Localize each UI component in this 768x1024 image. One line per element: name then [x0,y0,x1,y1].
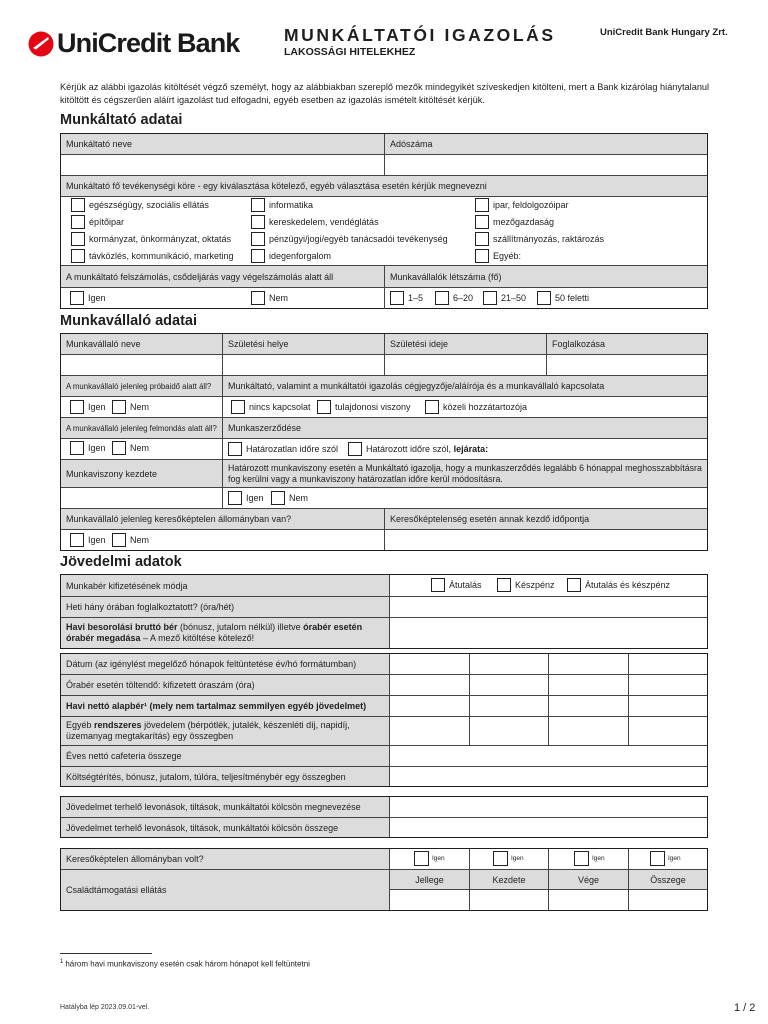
activity-health[interactable]: egészségügy, szociális ellátás [71,198,209,212]
probation-header-row [61,376,707,397]
footnote-divider [60,953,152,954]
extension-no[interactable]: Nem [271,491,308,505]
notice-options-row [61,439,707,460]
payment-transfer-and-cash[interactable]: Átutalás és készpénz [567,578,670,592]
relation-owner[interactable]: tulajdonosi viszony [317,400,411,414]
employee-header-row [61,334,707,355]
headcount-50-plus[interactable]: 50 feletti [537,291,589,305]
net-base-month-1[interactable] [390,696,470,716]
birthplace-field[interactable] [223,355,385,375]
other-income-label: Egyéb rendszeres jövedelem (bérpótlék, jutalék, készenléti díj, napidíj, üzemanyag megtakarítás) egy összegben [61,717,390,745]
employer-input-row [61,155,707,176]
fixed-term-note: Határozott munkaviszony esetén a Munkáltató igazolja, hogy a munkaszerződés legalább 6 hónappal meghosszabbításra fog kerülni vagy a munkaviszony határozatlan időre kerül módosításra. [223,460,707,487]
probation-options [61,397,223,417]
employee-section-title: Munkavállaló adatai [60,313,197,329]
employer-header-row [61,134,707,155]
employer-table [60,133,708,309]
family-support-table [60,848,708,911]
deduction-table [60,796,708,838]
jobseeker-start-field[interactable] [385,530,707,550]
relation-none[interactable]: nincs kapcsolat [231,400,311,414]
cafeteria-field[interactable] [390,746,707,766]
hours-field[interactable] [390,597,707,617]
net-base-month-3[interactable] [549,696,629,716]
other-income-month-2[interactable] [470,717,549,745]
activity-it[interactable]: informatika [251,198,313,212]
effective-date: Hatályba lép 2023.09.01-vel. [60,1004,150,1011]
liquidation-options [61,288,385,309]
birthplace-label: Születési helye [223,334,385,354]
family-support-columns [390,870,707,910]
activity-label: Munkáltató fő tevékenységi köre - egy kiválasztása kötelező, egyéb választása esetén kérjük megnevezni [66,181,487,191]
occupation-field[interactable] [547,355,707,375]
employer-tax-label: Adószáma [390,139,433,149]
payment-transfer[interactable]: Átutalás [431,578,482,592]
paid-hours-month-4[interactable] [629,675,707,695]
income-section-title: Jövedelmi adatok [60,554,182,570]
employer-name-field[interactable] [61,155,385,175]
start-date-field[interactable] [61,488,223,508]
activity-industry[interactable]: ipar, feldolgozóipar [475,198,569,212]
liquidation-yes[interactable]: Igen [70,291,106,305]
activity-finance[interactable]: pénzügyi/jogi/egyéb tanácsadói tevékenység [251,232,448,246]
jobseeker-options-row [61,530,707,550]
family-start-header: Kezdete [470,870,549,889]
bonus-label: Költségtérítés, bónusz, jutalom, túlóra, teljesítménybér egy összegben [61,767,390,786]
activity-logistics[interactable]: szállítmányozás, raktározás [475,232,604,246]
notice-no[interactable]: Nem [112,441,149,455]
family-end-header: Vége [549,870,629,889]
paid-hours-month-3[interactable] [549,675,629,695]
deduction-name-field[interactable] [390,797,707,817]
probation-yes[interactable]: Igen [70,400,106,414]
headcount-label: Munkavállalók létszáma (fő) [390,271,502,282]
extension-options [223,488,707,508]
sick-leave-yes-4[interactable]: Igen [650,851,681,866]
activity-telecom[interactable]: távközlés, kommunikáció, marketing [71,249,234,263]
employer-section-title: Munkáltató adatai [60,112,183,128]
probation-no[interactable]: Nem [112,400,149,414]
sick-leave-yes-1[interactable]: Igen [414,851,445,866]
monthly-row-other [61,717,707,746]
monthly-row-bonus [61,767,707,786]
jobseeker-label: Munkavállaló jelenleg keresőképtelen állományban van? [61,509,385,529]
date-month-2[interactable] [470,654,549,674]
birthdate-label: Születési ideje [385,334,547,354]
date-month-1[interactable] [390,654,470,674]
cafeteria-label: Éves nettó cafeteria összege [61,746,390,766]
sick-leave-label: Keresőképtelen állományban volt? [61,849,390,869]
notice-header-row [61,418,707,439]
date-label: Dátum (az igénylést megelőző hónapok feltüntetése év/hó formátumban) [61,654,390,674]
probation-options-row [61,397,707,418]
other-income-month-1[interactable] [390,717,470,745]
date-month-3[interactable] [549,654,629,674]
family-end-field[interactable] [549,890,629,910]
contract-label: Munkaszerződése [228,423,302,433]
family-amount-field[interactable] [629,890,707,910]
net-base-label: Havi nettó alapbér¹ (mely nem tartalmaz semmilyen egyéb jövedelmet) [61,696,390,716]
document-title: MUNKÁLTATÓI IGAZOLÁS [284,25,556,45]
liquidation-no[interactable]: Nem [251,291,288,305]
notice-label: A munkavállaló jelenleg felmondás alatt áll? [61,418,223,438]
payment-options [390,575,707,596]
relation-label: Munkáltató, valamint a munkáltatói igazolás cégjegyzője/aláírója és a munkavállaló kapcsolata [228,381,605,391]
birthdate-field[interactable] [385,355,547,375]
deduction-name-label: Jövedelmet terhelő levonások, tiltások, munkáltatói kölcsön megnevezése [61,797,390,817]
unicredit-logo-icon [28,31,54,57]
jobseeker-start-label: Keresőképtelenség esetén annak kezdő időpontja [390,514,590,524]
family-start-field[interactable] [470,890,549,910]
jobseeker-header-row [61,509,707,530]
employee-table [60,333,708,551]
payment-cash[interactable]: Készpénz [497,578,555,592]
activity-government[interactable]: kormányzat, önkormányzat, oktatás [71,232,231,246]
employee-input-row [61,355,707,376]
sick-leave-option-4 [629,849,707,869]
sick-leave-option-1 [390,849,470,869]
sick-leave-option-3 [549,849,629,869]
start-date-label: Munkaviszony kezdete [61,460,223,487]
paid-hours-label: Órabér esetén töltendő: kifizetett óraszám (óra) [61,675,390,695]
paid-hours-month-1[interactable] [390,675,470,695]
activity-trade[interactable]: kereskedelem, vendéglátás [251,215,379,229]
company-name: UniCredit Bank Hungary Zrt. [600,27,728,38]
hours-label: Heti hány órában foglalkoztatott? (óra/hét) [61,597,390,617]
gross-row [61,618,707,648]
employee-name-label: Munkavállaló neve [61,334,223,354]
contract-indefinite[interactable]: Határozatlan időre szól [228,442,338,456]
occupation-label: Foglalkozása [552,339,606,349]
family-type-header: Jellege [390,870,470,889]
monthly-row-cafeteria [61,746,707,767]
relation-options [223,397,707,417]
contract-options [223,439,707,459]
footnote: $^1$ három havi munkaviszony esetén csak három hónapot kell feltüntetni [60,959,310,969]
other-income-month-4[interactable] [629,717,707,745]
notice-options [61,439,223,459]
sick-leave-row [61,849,707,870]
jobseeker-no[interactable]: Nem [112,533,149,547]
family-support-header [390,870,707,890]
sick-leave-yes-2[interactable]: Igen [493,851,524,866]
activity-tourism[interactable]: idegenforgalom [251,249,331,263]
intro-text: Kérjük az alábbi igazolás kitöltését végző személyt, hogy az alábbiakban szereplő mezők mindegyikét szíveskedjen kitölteni, mert a Bank kizárólag hiánytalanul kitöltött és cégszerűen aláírt igazolást tud elfogadni, egyéb esetben az igazolás ismételt kitöltését kérjük. [60,82,710,105]
logo-text: UniCredit Bank [57,28,240,58]
deduction-sum-field[interactable] [390,818,707,837]
family-support-label: Családtámogatási ellátás [61,870,390,910]
extension-yes[interactable]: Igen [228,491,264,505]
liquidation-options-row [61,288,707,309]
hours-row [61,597,707,618]
start-date-input-row [61,488,707,509]
sick-leave-yes-3[interactable]: Igen [574,851,605,866]
deduction-name-row [61,797,707,818]
activity-other[interactable]: Egyéb: [475,249,521,263]
headcount-1-5[interactable]: 1–5 [390,291,423,305]
sick-leave-option-2 [470,849,549,869]
jobseeker-yes[interactable]: Igen [70,533,106,547]
other-income-month-3[interactable] [549,717,629,745]
paid-hours-month-2[interactable] [470,675,549,695]
monthly-income-table [60,653,708,787]
bonus-field[interactable] [390,767,707,786]
notice-yes[interactable]: Igen [70,441,106,455]
employer-tax-field[interactable] [385,155,707,175]
headcount-21-50[interactable]: 21–50 [483,291,526,305]
payment-row [61,575,707,597]
activity-construction[interactable]: építőipar [71,215,124,229]
net-base-month-4[interactable] [629,696,707,716]
gross-field[interactable] [390,618,707,648]
date-month-4[interactable] [629,654,707,674]
probation-label: A munkavállaló jelenleg próbaidő alatt áll? [61,376,223,396]
family-amount-header: Összege [650,874,686,885]
jobseeker-options [61,530,385,550]
deduction-sum-label: Jövedelmet terhelő levonások, tiltások, munkáltatói kölcsön összege [61,818,390,837]
payment-label: Munkabér kifizetésének módja [61,575,390,596]
activity-options [61,197,707,266]
income-table-top [60,574,708,649]
contract-fixed[interactable]: Határozott időre szól, lejárata: [348,442,488,456]
family-support-row [61,870,707,910]
monthly-row-date [61,654,707,675]
liquidation-label: A munkáltató felszámolás, csődeljárás vagy végelszámolás alatt áll [61,266,385,287]
family-support-inputs [390,890,707,910]
relation-relative[interactable]: közeli hozzátartozója [425,400,527,414]
employer-name-label: Munkáltató neve [61,134,385,154]
page-number: 1 / 2 [734,1002,756,1014]
start-date-row [61,460,707,488]
headcount-options [385,288,707,309]
activity-header-row [61,176,707,197]
document-subtitle: LAKOSSÁGI HITELEKHEZ [284,46,416,58]
liquidation-header-row [61,266,707,288]
monthly-row-hours [61,675,707,696]
family-type-field[interactable] [390,890,470,910]
activity-agriculture[interactable]: mezőgazdaság [475,215,554,229]
headcount-6-20[interactable]: 6–20 [435,291,473,305]
net-base-month-2[interactable] [470,696,549,716]
unicredit-logo [28,28,239,59]
contract-expiry-label: lejárata: [453,444,489,454]
deduction-sum-row [61,818,707,837]
gross-label: Havi besorolási bruttó bér (bónusz, jutalom nélkül) illetve órabér esetén órabér megadása – A mező kitöltése kötelező! [61,618,390,648]
monthly-row-net [61,696,707,717]
employee-name-field[interactable] [61,355,223,375]
